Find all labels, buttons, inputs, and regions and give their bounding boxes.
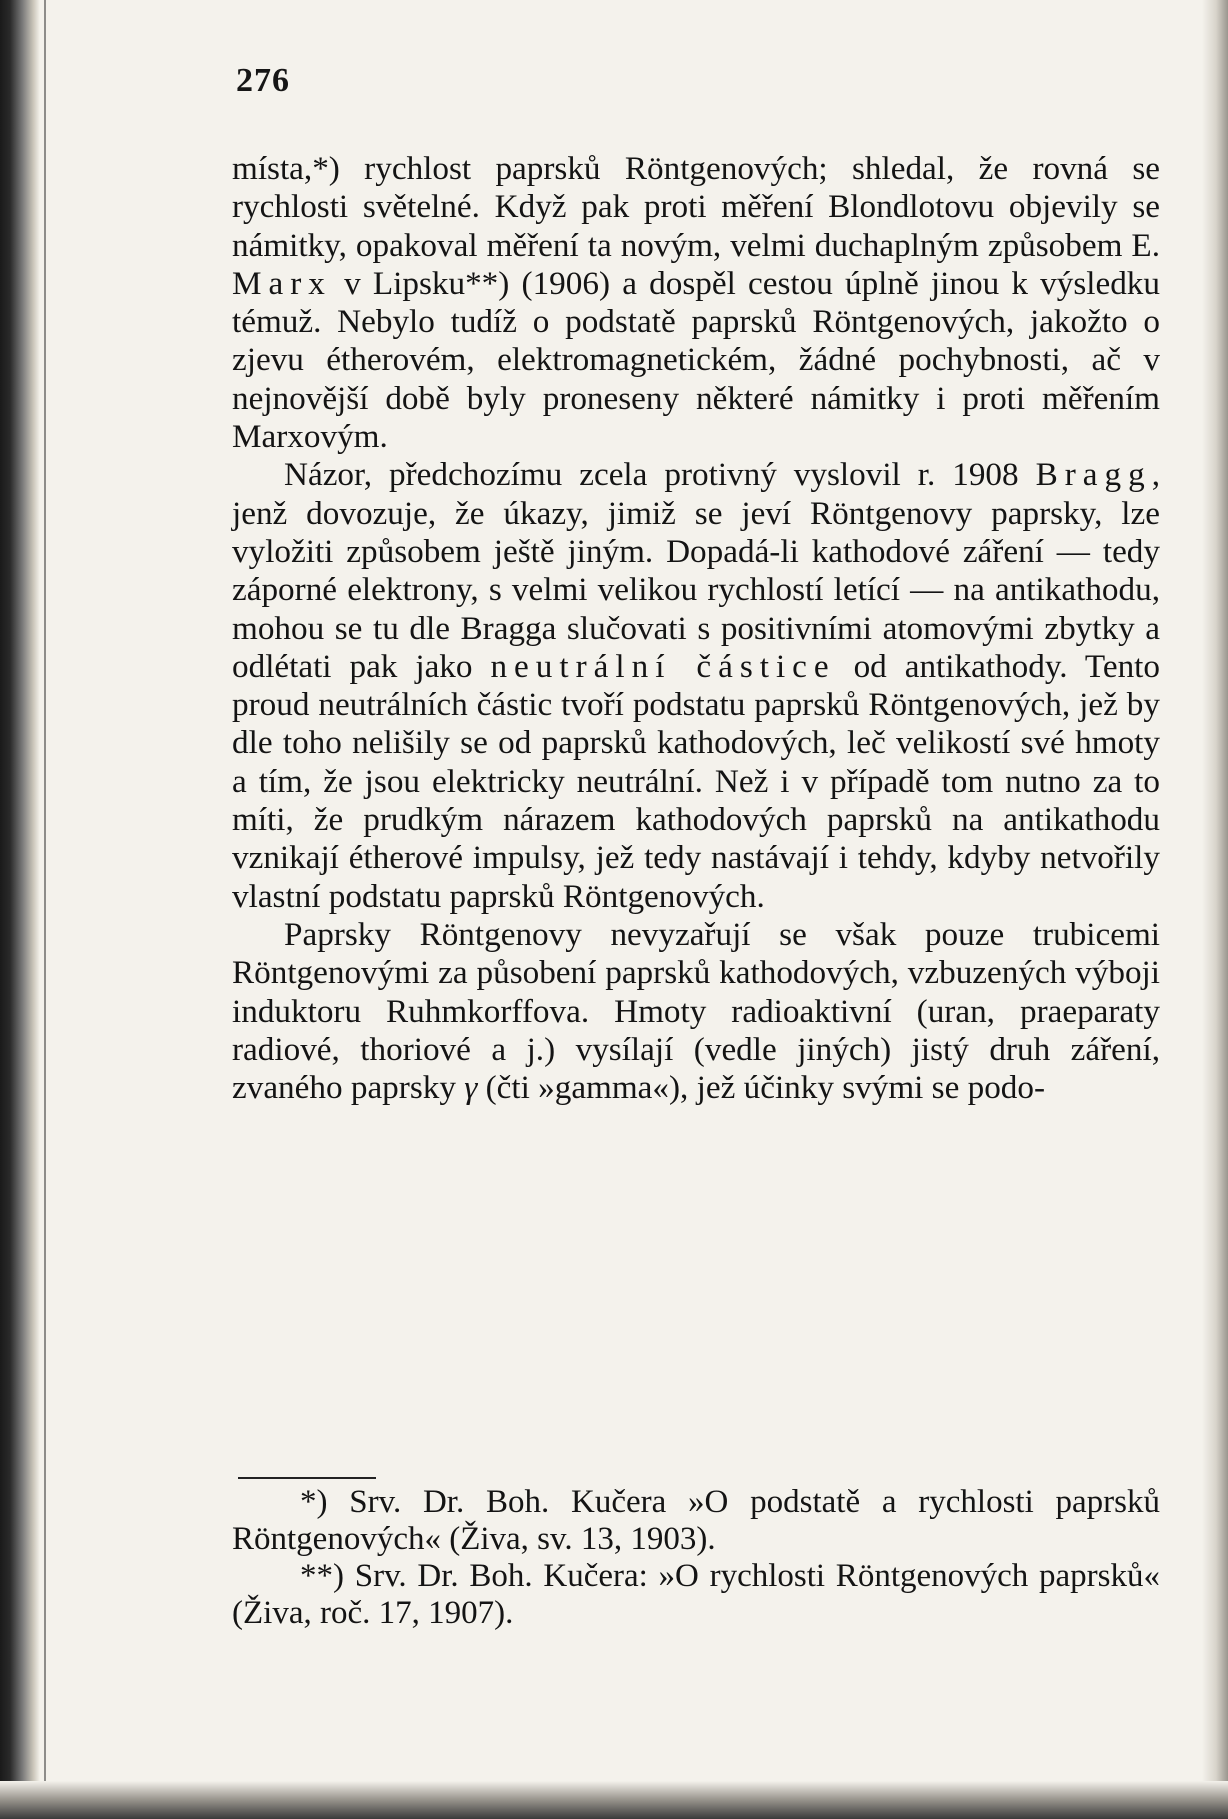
paragraph-3: [232, 916, 1160, 1107]
footnote-2-marker: **): [300, 1558, 344, 1594]
spaced-name-marx: Marx: [232, 264, 332, 302]
gamma-symbol: γ: [464, 1069, 478, 1107]
footnote-divider: [238, 1477, 376, 1479]
gutter-line: [44, 0, 46, 1819]
footnote-1-text: Srv. Dr. Boh. Kučera »O podstatě a rychlosti paprsků Röntgenových« (Živa, sv. 13, 1903).: [232, 1484, 1160, 1557]
footnote-2-text: Srv. Dr. Boh. Kučera: »O rychlosti Röntgenových paprsků« (Živa, roč. 17, 1907).: [232, 1558, 1160, 1631]
paragraph-1-text-a: místa,*) rychlost paprsků Röntgenových; shledal, že rovná se rychlosti světelné. Když pak proti měření Blondlotovu objevily se námitky, opakoval měření ta novým, velmi duchaplným způsobem E.: [232, 150, 1160, 264]
paragraph-1: [232, 150, 1160, 456]
main-text: [232, 150, 1160, 1107]
paragraph-2-text-b: , jenž dovozuje, že úkazy, jimiž se jeví Röntgenovy paprsky, lze vyložiti způsobem ještě jiným. Dopadá-li kathodové záření — tedy záporné elektrony, s velmi velikou rychlostí letící — na antikathodu, mohou se tu dle Bragga slučovati s positivními atomovými zbytky a odlétati pak jako: [232, 456, 1160, 685]
book-gutter-shadow: [0, 0, 40, 1819]
paragraph-3-text-a: Paprsky Röntgenovy nevyzařují se však pouze trubicemi Röntgenovými za působení paprsků kathodových, vzbuzených výboji induktoru Ruhmkorffova. Hmoty radioaktivní (uran, praeparaty radiové, thoriové a j.) vysílají (vedle jiných) jistý druh záření, zvaného paprsky: [232, 915, 1160, 1107]
bottom-scan-edge: [0, 1781, 1228, 1819]
paragraph-3-text-b: (čti »gamma«), jež účinky svými se podo-: [477, 1069, 1046, 1107]
paragraph-2-text-c: od antikathody. Tento proud neutrálních částic tvoří podstatu paprsků Röntgenových, jež by dle toho nelišily se od paprsků kathodových, leč velikostí své hmoty a tím, že jsou elektricky neutrální. Než i v případě tom nutno za to míti, že prudkým nárazem kathodových paprsků na antikathodu vznikají étherové impulsy, jež tedy nastávají i tehdy, kdyby netvořily vlastní podstatu paprsků Röntgenových.: [232, 647, 1160, 915]
spaced-term-neutral-particles: neutrální částice: [490, 647, 836, 685]
paragraph-2: [232, 456, 1160, 916]
footnotes: [232, 1484, 1160, 1632]
page-number: 276: [236, 62, 290, 99]
footnote-1: [232, 1484, 1160, 1558]
footnote-1-marker: *): [300, 1484, 328, 1520]
right-scan-edge: [1202, 0, 1228, 1819]
footnote-2: [232, 1558, 1160, 1632]
paragraph-1-text-b: v Lipsku**) (1906) a dospěl cestou úplně jinou k výsledku témuž. Nebylo tudíž o podstatě paprsků Röntgenových, jakožto o zjevu étherovém, elektromagnetickém, žádné pochybnosti, ač v nejnovější době byly proneseny některé námitky i proti měřením Marxovým.: [232, 264, 1160, 456]
paragraph-2-text-a: Názor, předchozímu zcela protivný vyslovil r. 1908: [284, 456, 1036, 494]
spaced-name-bragg: Bragg: [1035, 456, 1152, 494]
